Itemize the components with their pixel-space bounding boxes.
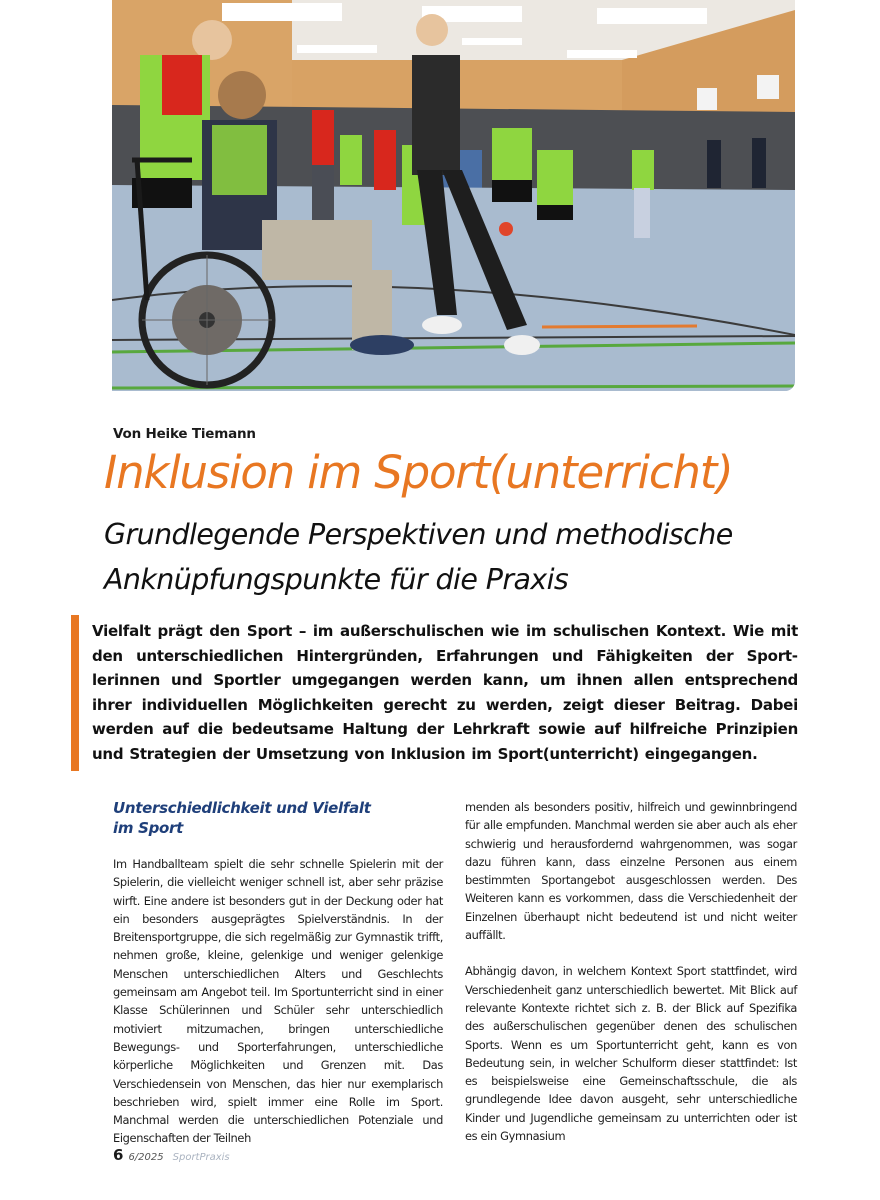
magazine-name: SportPraxis	[172, 1152, 230, 1163]
article-title: Inklusion im Sport(unterricht)	[104, 446, 733, 499]
issue-number: 6/2025	[128, 1152, 164, 1163]
page-footer	[113, 1146, 230, 1164]
subtitle-line: Anknüpfungspunkte für die Praxis	[104, 563, 569, 596]
article-hero-photo	[112, 0, 795, 391]
article-lead: Vielfalt prägt den Sport – im außerschulischen wie im schulischen Kontext. Wie mit den unterschiedlichen Hintergründen, Erfahrungen und Fähigkeiten der Sportlerinnen und Sportler umgegangen werden kann, um ihnen allen entsprechend ihrer individuellen Möglichkeiten gerecht zu werden, zeigt dieser Beitrag. Dabei werden auf die bedeutsame Haltung der Lehrkraft sowie auf hilfreiche Prinzipien und Strategien der Umsetzung von Inklusion im Sport(unterricht) eingegangen.	[92, 622, 798, 763]
text-column-left	[113, 798, 443, 1148]
page-number: 6	[113, 1146, 124, 1164]
author-byline: Von Heike Tiemann	[113, 426, 256, 442]
article-subtitle	[104, 512, 824, 602]
subtitle-line: Grundlegende Perspektiven und methodische	[104, 518, 733, 551]
body-paragraph: Im Handballteam spielt die sehr schnelle Spielerin mit der Spielerin, die vielleicht weniger schnell ist, aber sehr präzise wirft. Eine andere ist besonders gut in der Deckung oder hat ein besonders ausgeprägtes Spielverständnis. In der Breitensportgruppe, die sich regelmäßig zur Gymnastik trifft, nehmen große, kleine, gelenkige und weniger gelenkige Menschen unterschiedlichen Alters und Geschlechts gemeinsam am Angebot teil. Im Sportunterricht sind in einer Klasse Schülerinnen und Schüler sehr unterschiedlich motiviert mitzumachen, bringen unterschiedliche Bewegungs- und Sporterfahrungen, unterschiedliche körperliche Möglichkeiten und Grenzen mit. Das Verschiedensein von Menschen, das hier nur exemplarisch beschrieben wird, spielt immer eine Rolle im Sport. Manchmal werden die unterschiedlichen Potenziale und Eigenschaften der Teilneh	[113, 857, 443, 1146]
section-heading-line: im Sport	[113, 819, 184, 837]
section-heading-line: Unterschiedlichkeit und Vielfalt	[113, 799, 371, 817]
section-heading	[113, 798, 443, 838]
lead-accent-bar	[71, 615, 79, 771]
text-column-right	[465, 798, 797, 1145]
body-paragraph: Abhängig davon, in welchem Kontext Sport stattfindet, wird Verschiedenheit ganz unterschiedlich bewertet. Mit Blick auf relevante Kontexte richtet sich z. B. der Blick auf Spezifika des außerschulischen gegenüber denen des schulischen Sports. Wenn es um Sportunterricht geht, kann es von Bedeutung sein, in welcher Schulform dieser stattfindet: Ist es beispielsweise eine Gemeinschaftsschule, die als grundlegende Idee davon ausgeht, sehr unterschiedliche Kinder und Jugendliche gemeinsam zu unterrichten oder ist es ein Gymnasium	[465, 964, 797, 1144]
body-paragraph: menden als besonders positiv, hilfreich und gewinnbringend für alle empfunden. Manchmal werden sie aber auch als eher schwierig und herausfordernd wahrgenommen, was sogar dazu führen kann, dass einzelne Personen aus einem bestimmten Sportangebot ausgeschlossen werden. Des Weiteren kann es vorkommen, dass die Verschiedenheit der Einzelnen überhaupt nicht bedeutend ist und nicht weiter auffällt.	[465, 800, 797, 943]
gym-scene-illustration	[112, 0, 795, 391]
